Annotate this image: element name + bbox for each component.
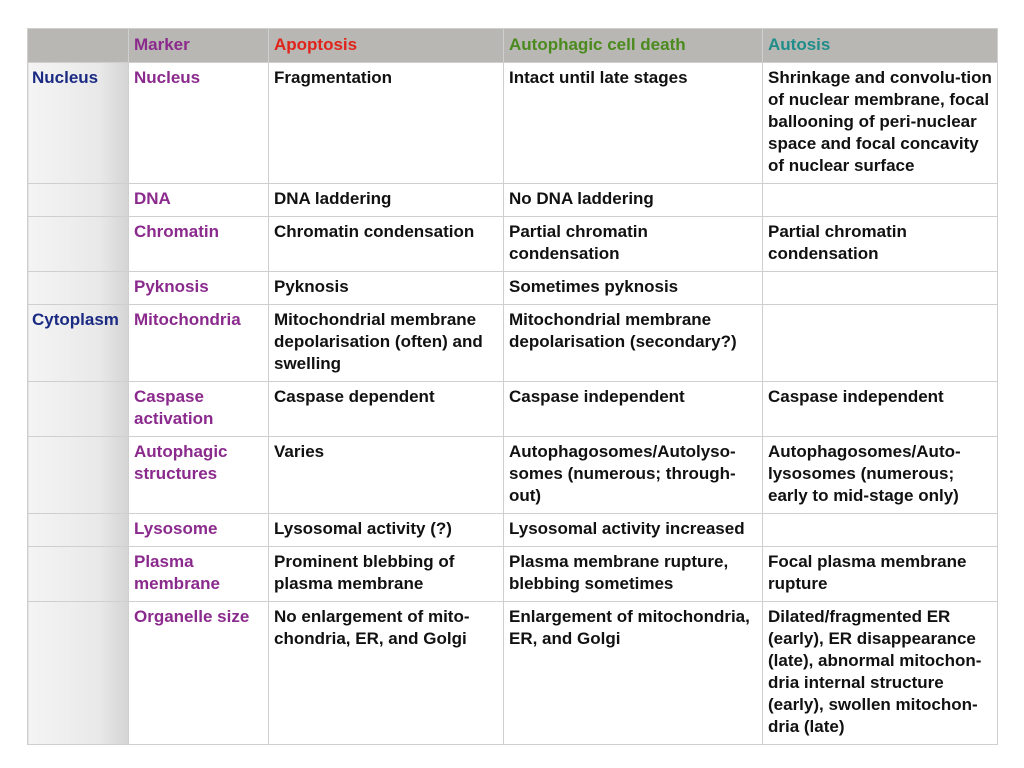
autophagic-cell: Mitochondrial membrane depolarisation (secondary?) — [504, 305, 763, 382]
header-apoptosis: Apoptosis — [269, 29, 504, 63]
autophagic-cell: Sometimes pyknosis — [504, 272, 763, 305]
autosis-cell: Partial chromatin condensation — [763, 217, 998, 272]
group-label — [28, 382, 129, 437]
group-label — [28, 514, 129, 547]
table-row — [28, 437, 998, 514]
group-label — [28, 437, 129, 514]
marker-cell: Autophagic structures — [129, 437, 269, 514]
group-label — [28, 547, 129, 602]
apoptosis-cell: Prominent blebbing of plasma membrane — [269, 547, 504, 602]
autosis-cell: Caspase independent — [763, 382, 998, 437]
table-row — [28, 602, 998, 745]
header-autosis: Autosis — [763, 29, 998, 63]
table-row — [28, 217, 998, 272]
table-row — [28, 514, 998, 547]
autophagic-cell: Intact until late stages — [504, 63, 763, 184]
group-label: Cytoplasm — [28, 305, 129, 382]
autosis-cell — [763, 305, 998, 382]
apoptosis-cell: Lysosomal activity (?) — [269, 514, 504, 547]
autophagic-cell: Autophagosomes/Autolyso-somes (numerous; through-out) — [504, 437, 763, 514]
table-row — [28, 272, 998, 305]
autosis-cell: Shrinkage and convolu-tion of nuclear membrane, focal ballooning of peri-nuclear space and focal concavity of nuclear surface — [763, 63, 998, 184]
header-group — [28, 29, 129, 63]
header-marker: Marker — [129, 29, 269, 63]
cell-death-comparison-table — [27, 28, 998, 745]
autosis-cell — [763, 184, 998, 217]
marker-cell: Caspase activation — [129, 382, 269, 437]
apoptosis-cell: Mitochondrial membrane depolarisation (often) and swelling — [269, 305, 504, 382]
comparison-table-frame — [27, 28, 997, 740]
autosis-cell: Dilated/fragmented ER (early), ER disappearance (late), abnormal mitochon-dria internal structure (early), swollen mitochon-dria (late) — [763, 602, 998, 745]
marker-cell: DNA — [129, 184, 269, 217]
autophagic-cell: Enlargement of mitochondria, ER, and Golgi — [504, 602, 763, 745]
header-row — [28, 29, 998, 63]
apoptosis-cell: Varies — [269, 437, 504, 514]
table-row — [28, 305, 998, 382]
apoptosis-cell: DNA laddering — [269, 184, 504, 217]
table-row — [28, 184, 998, 217]
apoptosis-cell: Chromatin condensation — [269, 217, 504, 272]
group-label: Nucleus — [28, 63, 129, 184]
autosis-cell — [763, 514, 998, 547]
autophagic-cell: Caspase independent — [504, 382, 763, 437]
table-row — [28, 63, 998, 184]
marker-cell: Nucleus — [129, 63, 269, 184]
header-autophagic-cell-death: Autophagic cell death — [504, 29, 763, 63]
table-row — [28, 382, 998, 437]
marker-cell: Lysosome — [129, 514, 269, 547]
group-label — [28, 272, 129, 305]
autophagic-cell: Partial chromatin condensation — [504, 217, 763, 272]
apoptosis-cell: No enlargement of mito-chondria, ER, and Golgi — [269, 602, 504, 745]
autophagic-cell: No DNA laddering — [504, 184, 763, 217]
group-label — [28, 602, 129, 745]
autophagic-cell: Lysosomal activity increased — [504, 514, 763, 547]
autosis-cell: Autophagosomes/Auto-lysosomes (numerous; early to mid-stage only) — [763, 437, 998, 514]
apoptosis-cell: Pyknosis — [269, 272, 504, 305]
table-row — [28, 547, 998, 602]
autophagic-cell: Plasma membrane rupture, blebbing sometimes — [504, 547, 763, 602]
group-label — [28, 217, 129, 272]
marker-cell: Organelle size — [129, 602, 269, 745]
marker-cell: Mitochondria — [129, 305, 269, 382]
autosis-cell — [763, 272, 998, 305]
group-label — [28, 184, 129, 217]
apoptosis-cell: Caspase dependent — [269, 382, 504, 437]
apoptosis-cell: Fragmentation — [269, 63, 504, 184]
marker-cell: Plasma membrane — [129, 547, 269, 602]
marker-cell: Chromatin — [129, 217, 269, 272]
marker-cell: Pyknosis — [129, 272, 269, 305]
autosis-cell: Focal plasma membrane rupture — [763, 547, 998, 602]
